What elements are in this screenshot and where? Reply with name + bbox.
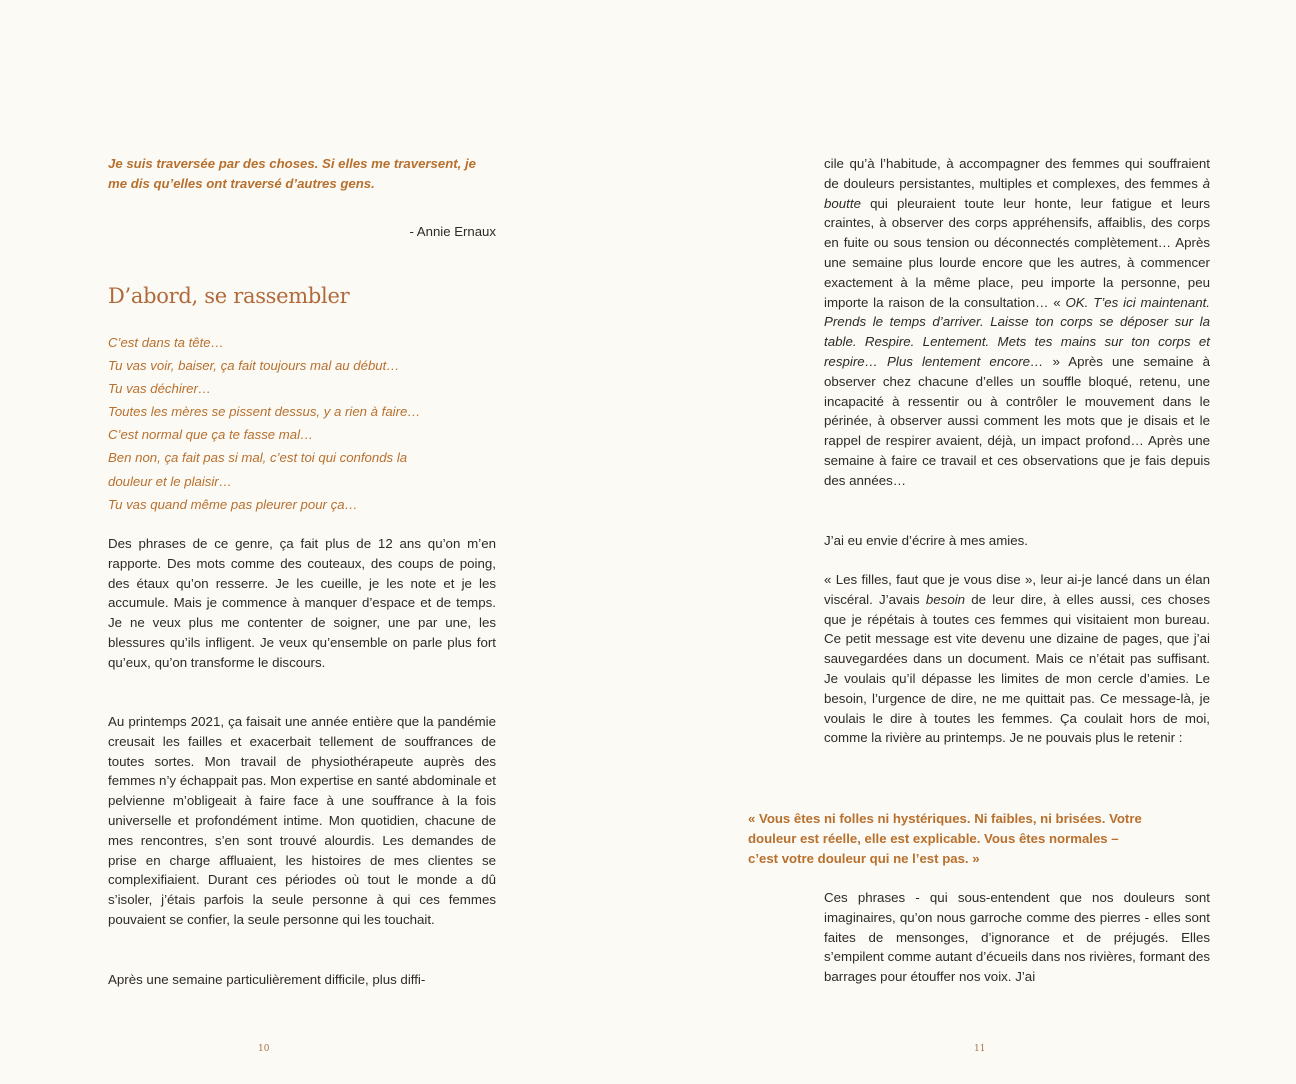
text-run: qui pleuraient toute leur honte, leur fatigue et leurs craintes, à observer des corps appréhensifs, affaiblis, des corps en fuite ou sous tension ou déconnectés complètement… Après une semaine plus lourde encore que les autres, à commencer exactement à la même place, peu importe la personne, peu importe la raison de la consultation… « [824, 195, 1210, 310]
paragraph-text: Au printemps 2021, ça faisait une année entière que la pandémie creusait les failles et exacerbait tellement de souffrances de toutes sortes. Mon travail de physiothérapeute auprès des femmes n’y échappait pas. Mon expertise en santé abdominale et pelvienne m’obligeait à faire face à une souffrance à la fois universelle et profondément intime. Mon quotidien, chacune de mes rencontres, s’en sont trouvé alourdis. Les demandes de prise en charge affluaient, les histoires de mes clientes se complexifiaient. Durant ces périodes où tout le monde a dû s’isoler, j’étais parfois la seule personne à qui ces femmes pouvaient se confier, la seule personne qui les touchait. [108, 714, 496, 927]
text-run: de leur dire, à elles aussi, ces choses que je répétais à toutes ces femmes qui visitaient mon bureau. Ce petit message est vite devenu une dizaine de pages, que j’ai sauvegardées dans un document. Mais ce n’était pas suffisant. Je voulais qu’il dépasse les limites de mon cercle d’amies. Le besoin, l’urgence de dire, ne me quittait pas. Ce message-là, je voulais le dire à toutes les femmes. Ça coulait hors de moi, comme la rivière au printemps. Je ne pouvais plus le retenir : [824, 591, 1210, 746]
paragraph-text: Des phrases de ce genre, ça fait plus de 12 ans qu’on m’en rapporte. Des mots comme des couteaux, des coups de poing, des étaux qu’on resserre. Je les cueille, je les note et je les accumule. Mais je commence à manquer d’espace et de temps. Je ne veux plus me contenter de soigner, une par une, les blessures qu’ils infligent. Je veux qu’ensemble on parle plus fort qu’eux, qu’on transforme le discours. [108, 536, 496, 670]
quote-line: Tu vas quand même pas pleurer pour ça… [108, 496, 358, 512]
quote-line: douleur et le plaisir… [108, 473, 232, 489]
body-paragraph [108, 970, 496, 990]
epigraph-author: - Annie Ernaux [409, 224, 496, 239]
quote-line: Ben non, ça fait pas si mal, c’est toi qui confonds la [108, 450, 408, 466]
body-paragraph [824, 570, 1210, 748]
quote-line: Tu vas voir, baiser, ça fait toujours mal au début… [108, 358, 400, 374]
quote-line: C’est dans ta tête… [108, 335, 224, 350]
right-page [648, 0, 1296, 1084]
page-number: 10 [258, 1044, 270, 1054]
quote-line: Tu vas déchirer… [108, 381, 212, 397]
italic-run: à boutte [824, 175, 1210, 211]
text-run: cile qu’à l’habitude, à accompagner des femmes qui souffraient de douleurs persistantes, multiples et complexes, des femmes [824, 156, 1210, 191]
quote-line: Toutes les mères se pissent dessus, y a rien à faire… [108, 404, 421, 420]
italic-run: besoin [925, 591, 966, 607]
epigraph: Je suis traversée par des choses. Si elles me traversent, je me dis qu’elles ont traversé d’autres gens. [108, 156, 477, 191]
paragraph-text: Après une semaine particulièrement difficile, plus diffi- [108, 972, 426, 987]
body-paragraph [824, 888, 1210, 987]
page-number: 11 [974, 1044, 986, 1054]
body-paragraph [824, 531, 1210, 551]
italic-run: OK. T’es ici maintenant. Prends le temps d’arriver. Laisse ton corps se déposer sur la table. Respire. Lentement. Mets tes mains sur ton corps et respire… Plus lentement encore… [824, 294, 1211, 369]
quote-line: C’est normal que ça te fasse mal… [108, 427, 314, 443]
chapter-title: D’abord, se rassembler [108, 284, 350, 308]
paragraph-text: J’ai eu envie d’écrire à mes amies. [824, 533, 1028, 548]
text-run: « Les filles, faut que je vous dise », leur ai-je lancé dans un élan viscéral. J’avais [824, 572, 1210, 607]
paragraph-text [824, 154, 1210, 491]
paragraph-text [824, 570, 1210, 748]
paragraph-text: Ces phrases - qui sous-entendent que nos douleurs sont imaginaires, qu’on nous garroche comme des pierres - elles sont faites de mensonges, d’ignorance et de préjugés. Elles s’empilent comme autant d’écueils dans nos rivières, formant des barrages pour étouffer nos voix. J’ai [824, 890, 1210, 985]
callout-quote: « Vous êtes ni folles ni hystériques. Ni faibles, ni brisées. Votre douleur est réelle, elle est explicable. Vous êtes normales – c’est votre douleur qui ne l’est pas. » [748, 811, 1142, 866]
quote-list [108, 331, 500, 516]
body-paragraph [824, 154, 1210, 491]
body-paragraph [108, 712, 496, 930]
body-paragraph [108, 534, 496, 673]
text-run: » Après une semaine à observer chez chacune d’elles un souffle bloqué, retenu, une incapacité à ressentir ou à contrôler le mouvement dans le périnée, à observer aussi comment les mots que je disais et le rappel de respirer avaient, déjà, un impact profond… Après une semaine à faire ce travail et ces observations que je fais depuis des années… [824, 353, 1210, 488]
